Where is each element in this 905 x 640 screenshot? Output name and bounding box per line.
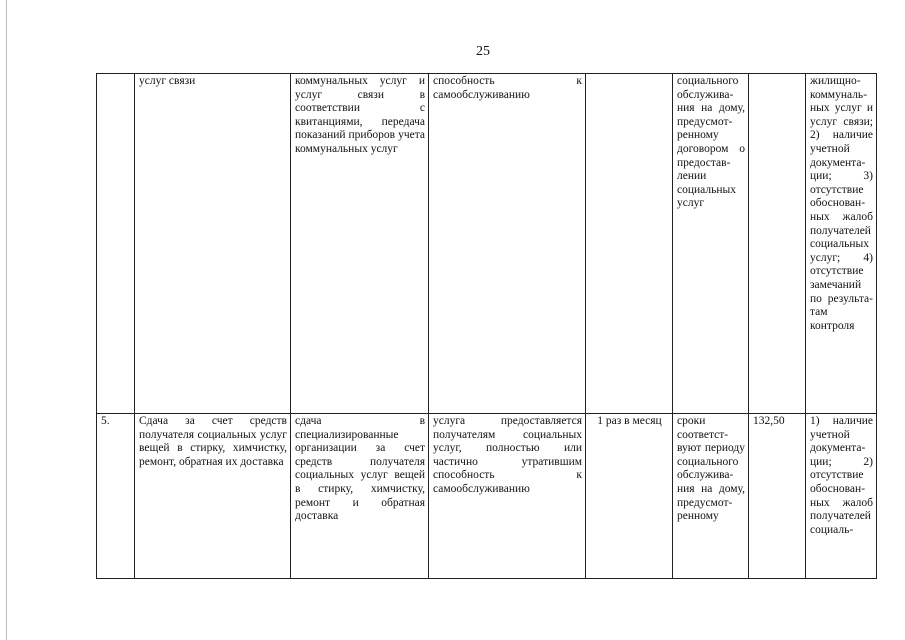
- cell-frequency: 1 раз в месяц: [586, 414, 673, 579]
- cell-number: 5.: [97, 414, 135, 579]
- cell-criteria: жилищно-коммунальных услуг и услуг связи; 2) наличие учетной документации; 3) отсутствие обоснованных жалоб получателей социальных услуг; 4) отсутствие замечаний по результатам контроля: [806, 74, 877, 414]
- page-number: 25: [476, 44, 490, 59]
- cell-conditions: способность к самообслуживанию: [429, 74, 586, 414]
- table-row: [97, 74, 877, 414]
- cell-frequency: [586, 74, 673, 414]
- cell-price: [749, 74, 806, 414]
- cell-terms: сроки соответствуют периоду социального обслуживания на дому, предусмотренному: [673, 414, 749, 579]
- cell-terms: социального обслуживания на дому, предусмотренному договором о предоставлении социальных услуг: [673, 74, 749, 414]
- table-row: [97, 414, 877, 579]
- cell-number: [97, 74, 135, 414]
- cell-service-content: сдача в специализированные организации за счет средств получателя социальных услуг вещей в стирку, химчистку, ремонт и обратная доставка: [291, 414, 429, 579]
- cell-conditions: услуга предоставляется получателям социальных услуг, полностью или частично утратившим способность к самообслуживанию: [429, 414, 586, 579]
- cell-service-content: коммунальных услуг и услуг связи в соответствии с квитанциями, передача показаний приборов учета коммунальных услуг: [291, 74, 429, 414]
- cell-service-name: услуг связи: [135, 74, 291, 414]
- cell-price: 132,50: [749, 414, 806, 579]
- cell-criteria: 1) наличие учетной документации; 2) отсутствие обоснованных жалоб получателей социаль-: [806, 414, 877, 579]
- services-table: [96, 73, 877, 579]
- page-edge-line: [6, 0, 7, 640]
- cell-service-name: Сдача за счет средств получателя социальных услуг вещей в стирку, химчистку, ремонт, обратная их доставка: [135, 414, 291, 579]
